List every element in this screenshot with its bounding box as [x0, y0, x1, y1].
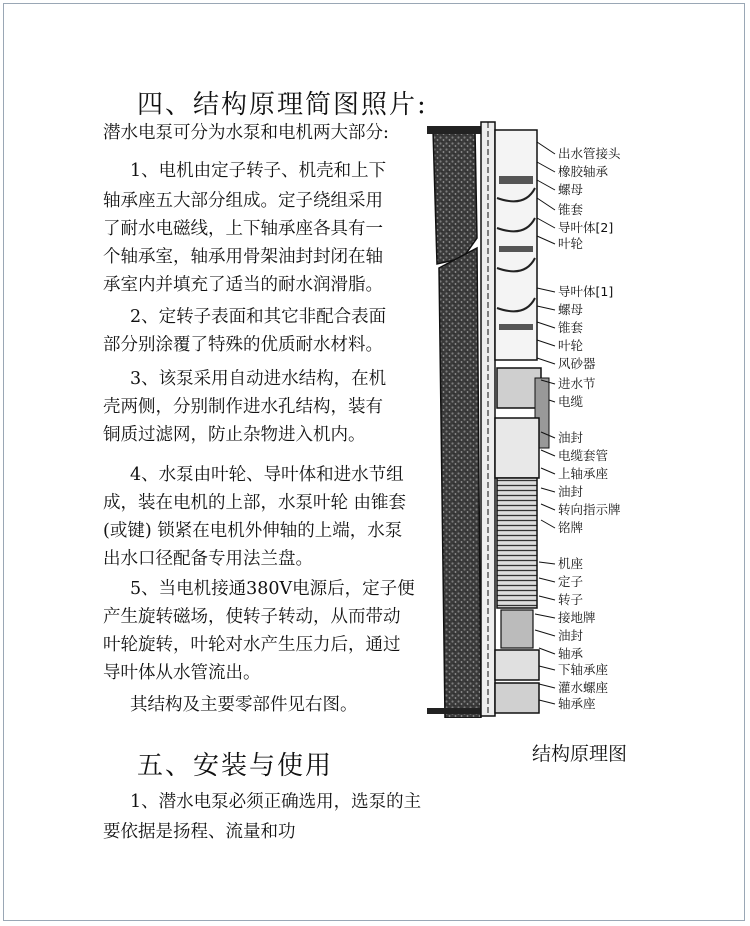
label-impeller-1: 叶轮 [558, 236, 584, 251]
p3-line2: 壳两侧，分别制作进水孔结构，装有 [103, 397, 383, 417]
label-oil-seal-1: 油封 [558, 430, 584, 445]
label-bearing-seat: 轴承座 [558, 696, 596, 711]
p1-line3: 了耐水电磁线，上下轴承座各具有一 [103, 219, 383, 239]
p3-line3: 铜质过滤网，防止杂物进入机内。 [103, 425, 366, 445]
p5-line4: 导叶体从水管流出。 [103, 663, 261, 683]
label-guide-vane-1: 导叶体[1] [558, 284, 614, 299]
p1-line4: 个轴承室，轴承用骨架油封封闭在轴 [103, 247, 383, 267]
shaft-column [481, 122, 495, 716]
s5-line1: 1、潜水电泵必须正确选用，选泵的主 [130, 792, 422, 812]
label-upper-bearing-seat: 上轴承座 [558, 466, 609, 481]
p3-line1: 3、该泵采用自动进水结构，在机 [130, 369, 387, 389]
pump-housing [427, 126, 485, 718]
part-labels [558, 146, 621, 711]
label-water-filling-screw: 灌水螺座 [558, 680, 609, 695]
label-nut-1: 螺母 [558, 182, 584, 197]
section5-title: 五、安装与使用 [137, 751, 334, 781]
p5-line2: 产生旋转磁场，使转子转动，从而带动 [103, 607, 401, 627]
pump-structure-diagram [415, 118, 635, 718]
p4-line1: 4、水泵由叶轮、导叶体和进水节组 [130, 465, 404, 485]
label-cable-sleeve: 电缆套管 [558, 448, 609, 463]
p2-line1: 2、定转子表面和其它非配合表面 [130, 307, 387, 327]
s5-line2: 要依据是扬程、流量和功 [103, 822, 296, 842]
label-base: 机座 [558, 556, 584, 571]
label-outlet-joint: 出水管接头 [558, 146, 621, 161]
label-rubber-bearing: 橡胶轴承 [558, 164, 609, 179]
label-taper-sleeve-1: 锥套 [558, 202, 584, 217]
intro-text: 潜水电泵可分为水泵和电机两大部分: [103, 123, 389, 143]
label-nameplate: 铭牌 [558, 520, 584, 535]
label-oil-seal-3: 油封 [558, 628, 584, 643]
label-rotor: 转子 [558, 592, 584, 607]
p1-line1: 1、电机由定子转子、机壳和上下 [130, 161, 387, 181]
label-lower-bearing-seat: 下轴承座 [558, 662, 609, 677]
diagram-caption: 结构原理图 [532, 743, 628, 765]
label-guide-vane-2: 导叶体[2] [558, 220, 614, 235]
label-sand-separator: 风砂器 [558, 356, 596, 371]
label-impeller-2: 叶轮 [558, 338, 584, 353]
label-ground-plate: 接地牌 [558, 610, 596, 625]
p1-line5: 承室内并填充了适当的耐水润滑脂。 [103, 275, 383, 295]
label-nut-2: 螺母 [558, 302, 584, 317]
section4-title: 四、结构原理简图照片: [137, 90, 428, 120]
label-water-inlet: 进水节 [558, 376, 596, 391]
p4-line4: 出水口径配备专用法兰盘。 [103, 549, 313, 569]
label-oil-seal-2: 油封 [558, 484, 584, 499]
p4-line3: (或键) 锁紧在电机外伸轴的上端，水泵 [103, 521, 403, 541]
p5-line1: 5、当电机接通380V电源后，定子便 [130, 579, 415, 599]
p2-line2: 部分别涂覆了特殊的优质耐水材料。 [103, 335, 383, 355]
motor-section [495, 418, 539, 713]
label-rotation-sign: 转向指示牌 [558, 502, 621, 517]
p4-line2: 成，装在电机的上部，水泵叶轮 由锥套 [103, 493, 407, 513]
label-stator: 定子 [558, 574, 584, 589]
p5-line3: 叶轮旋转，叶轮对水产生压力后，通过 [103, 635, 401, 655]
label-cable: 电缆 [558, 394, 584, 409]
closing-text: 其结构及主要零部件见右图。 [130, 695, 358, 715]
label-taper-sleeve-2: 锥套 [558, 320, 584, 335]
p1-line2: 轴承座五大部分组成。定子绕组采用 [103, 191, 383, 211]
label-bearing: 轴承 [558, 646, 584, 661]
